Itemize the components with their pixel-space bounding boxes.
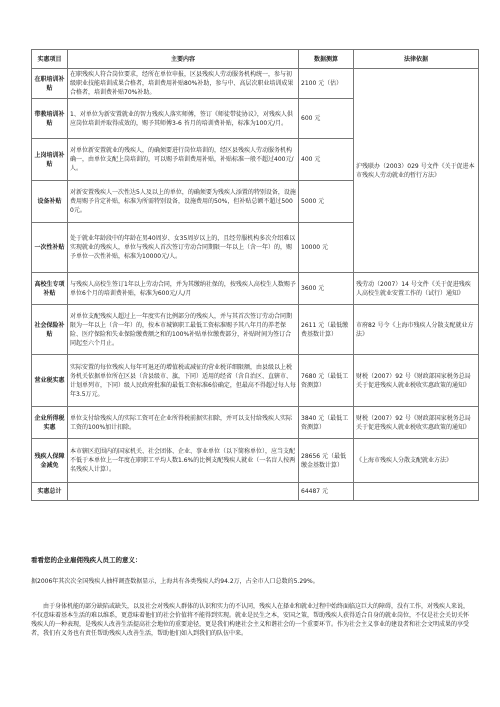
- row-amount: 28656 元（最低缴金基数计算）: [299, 439, 354, 483]
- header-amount: 数据测算: [299, 50, 354, 69]
- table-row: [32, 355, 479, 407]
- policy-table: [31, 49, 479, 501]
- row-basis: 市府82 号令《上海市残疾人分散支配就业方法》: [354, 305, 479, 355]
- row-amount: 2611 元（最低缴费基数计算）: [299, 305, 354, 355]
- table-row: [32, 273, 479, 305]
- row-content: 对新安置残疾人一次性达5人及以上的单位，的确须要为残疾人添置的特别设备，设施费用赐予肯定补贴，标准为所需特别设备，设施费用的50%，但补贴总额不超过5000元。: [68, 181, 299, 223]
- row-content: 对单位支配残疾人超过上一年度实有比例部分的残疾人，并与其首次签订劳动合同期限为一年以上（含一年）的，按本市城镇职工最低工资标准赐予其八年月的养老保险、医疗保险和失业保险缴费额之和的100%补贴单位缴费部分，补贴时间为签订合同起至六个月止。: [68, 305, 299, 355]
- row-content: 单位支付给残疾人的实际工资可在企业所得税前据实扣除，并可以支付给残疾人实际工资的100%加计扣除。: [68, 407, 299, 439]
- row-content: 1、对单位为新安置就业的智力残疾人落实师傅，签订《师徒带徒协议》，对残疾人供应岗位培训并取得成效的，赐予其师傅3-6 苔月的培训费补贴，标准为100元/月。: [68, 99, 299, 139]
- table-row: [32, 69, 479, 99]
- row-content: 在职残疾人符合岗位要求，经所在单位申报，区县残疾人劳动服务机构统一，参与初级职业技能培训成果合格者，培训费用补贴80%补助，参与中、高层次职业培训成果合格者，培训费补贴70%补助。: [68, 69, 299, 99]
- table-row: [32, 407, 479, 439]
- row-amount: 3600 元: [299, 273, 354, 305]
- row-amount: 2100 元（估）: [299, 69, 354, 99]
- row-item: 营业税实惠: [32, 355, 68, 407]
- row-item: 带教培训补贴: [32, 99, 68, 139]
- row-item: 设备补贴: [32, 181, 68, 223]
- row-item: 上岗培训补贴: [32, 139, 68, 181]
- row-content: 与残疾人高校生签订1年以上劳动合同，并为其缴纳社保的，按残疾人高校生人数赐予单位6个月的培训费补贴，标准为600元/人/月: [68, 273, 299, 305]
- row-content: 实际安置的每位残疾人每年可退还的增值税或减征的营业税详细限额，由县级以上税务机关依据单位所在区县（含县级市、旗，下同）适用的经省（含自治区、直辖市、计划单列市，下同）级人民政府批准的最低工资标准6倍确定，但最高不得超过每人每年3.5万元。: [68, 355, 299, 407]
- row-amount: 600 元: [299, 99, 354, 139]
- table-row: [32, 439, 479, 483]
- header-content: 主要内容: [68, 50, 299, 69]
- header-item: 实惠项目: [32, 50, 68, 69]
- row-content: 本市辖区范围内的国家机关、社会团体、企业、事业单位（以下简称单位），应当支配不低于本单位上一年度在职职工平均人数1.6%的比例支配残疾人就业（一名盲人按两名残疾人计算）。: [68, 439, 299, 483]
- row-item: 在职培训补贴: [32, 69, 68, 99]
- row-content: 对单位新安置就业的残疾人，的确须要进行岗位培训的，经区县残疾人劳动服务机构确一，由单位支配上岗培训的，可以赐予培训费用补贴，补贴标准一般不超过400元/人。: [68, 139, 299, 181]
- row-amount: 5000 元: [299, 181, 354, 223]
- header-basis: 法律依据: [354, 50, 479, 69]
- article-paragraph: 由于身体机能的部分缺陷或缺失，以及社会对残疾人群体的认识和实力的不认同，残疾人在择业和就业过程中始终面临这巨大的障碍，没有工作，对残疾人来说，不仅意味着基本生活的难以维系，更意味着他们的社会价值将不能得到实现。就业是民生之本，安国之策，帮助残疾人获得适合自身的就业岗位，不仅是社会关切关怀残疾人的一种表现，是残疾人改善生活提高社会地位的重要途径，更是我们构建社会主义和谐社会的一个重要环节。作为社会主义事业的建设者和社会文明成果的享受者，我们有义务也有责任帮助残疾人改善生活，帮助他们如入到我们的队伍中来。: [31, 603, 470, 637]
- row-content: 处于就业年龄段中的年龄在男40周岁、女35周岁以上的，且经劳服机构多次介绍难以实现就业的残疾人，单位与残疾人首次签订劳动合同期限一年以上（含一年）的，赐予单位一次性补贴，标准为10000元/人。: [68, 223, 299, 273]
- row-item: 社会保险补贴: [32, 305, 68, 355]
- row-item: 高校生专项补贴: [32, 273, 68, 305]
- table-total-row: [32, 483, 479, 501]
- row-basis: 财税（2007）92 号《财政部国家税务总局关于促进残疾人就业税收实惠政策的通知》: [354, 407, 479, 439]
- article-paragraph: 据2006年其次次全国残疾人抽样调查数据显示，上海共有各类残疾人约94.2万，占全市人口总数的5.29%。: [31, 578, 319, 585]
- row-amount: 7680 元（最低工资测算）: [299, 355, 354, 407]
- row-basis: 沪残联办（2003）029 号文件《关于促进本市残疾人劳动就业的暂行方法》: [354, 69, 479, 273]
- table-header-row: [32, 50, 479, 69]
- row-item: 残疾人保障金减免: [32, 439, 68, 483]
- total-content: [68, 483, 299, 501]
- row-amount: 400 元: [299, 139, 354, 181]
- row-amount: 10000 元: [299, 223, 354, 273]
- total-amount: 64487 元: [299, 483, 354, 501]
- table-row: [32, 305, 479, 355]
- row-basis: 《上海市残疾人分散支配就业方法》: [354, 439, 479, 483]
- row-item: 一次性补贴: [32, 223, 68, 273]
- row-basis: 财税（2007）92 号《财政部国家税务总局关于促进残疾人就业税收实惠政策的通知》: [354, 355, 479, 407]
- total-label: 实惠总计: [32, 483, 68, 501]
- article-heading: 看看您的企业雇佣残疾人员工的意义：: [31, 556, 142, 564]
- row-basis: 残劳动（2007）14 号文件《关于促进残疾人高校生就业安置工作的（试行）通知》: [354, 273, 479, 305]
- total-basis: [354, 483, 479, 501]
- row-item: 企业所得税实惠: [32, 407, 68, 439]
- row-amount: 3840 元（最低工资测算）: [299, 407, 354, 439]
